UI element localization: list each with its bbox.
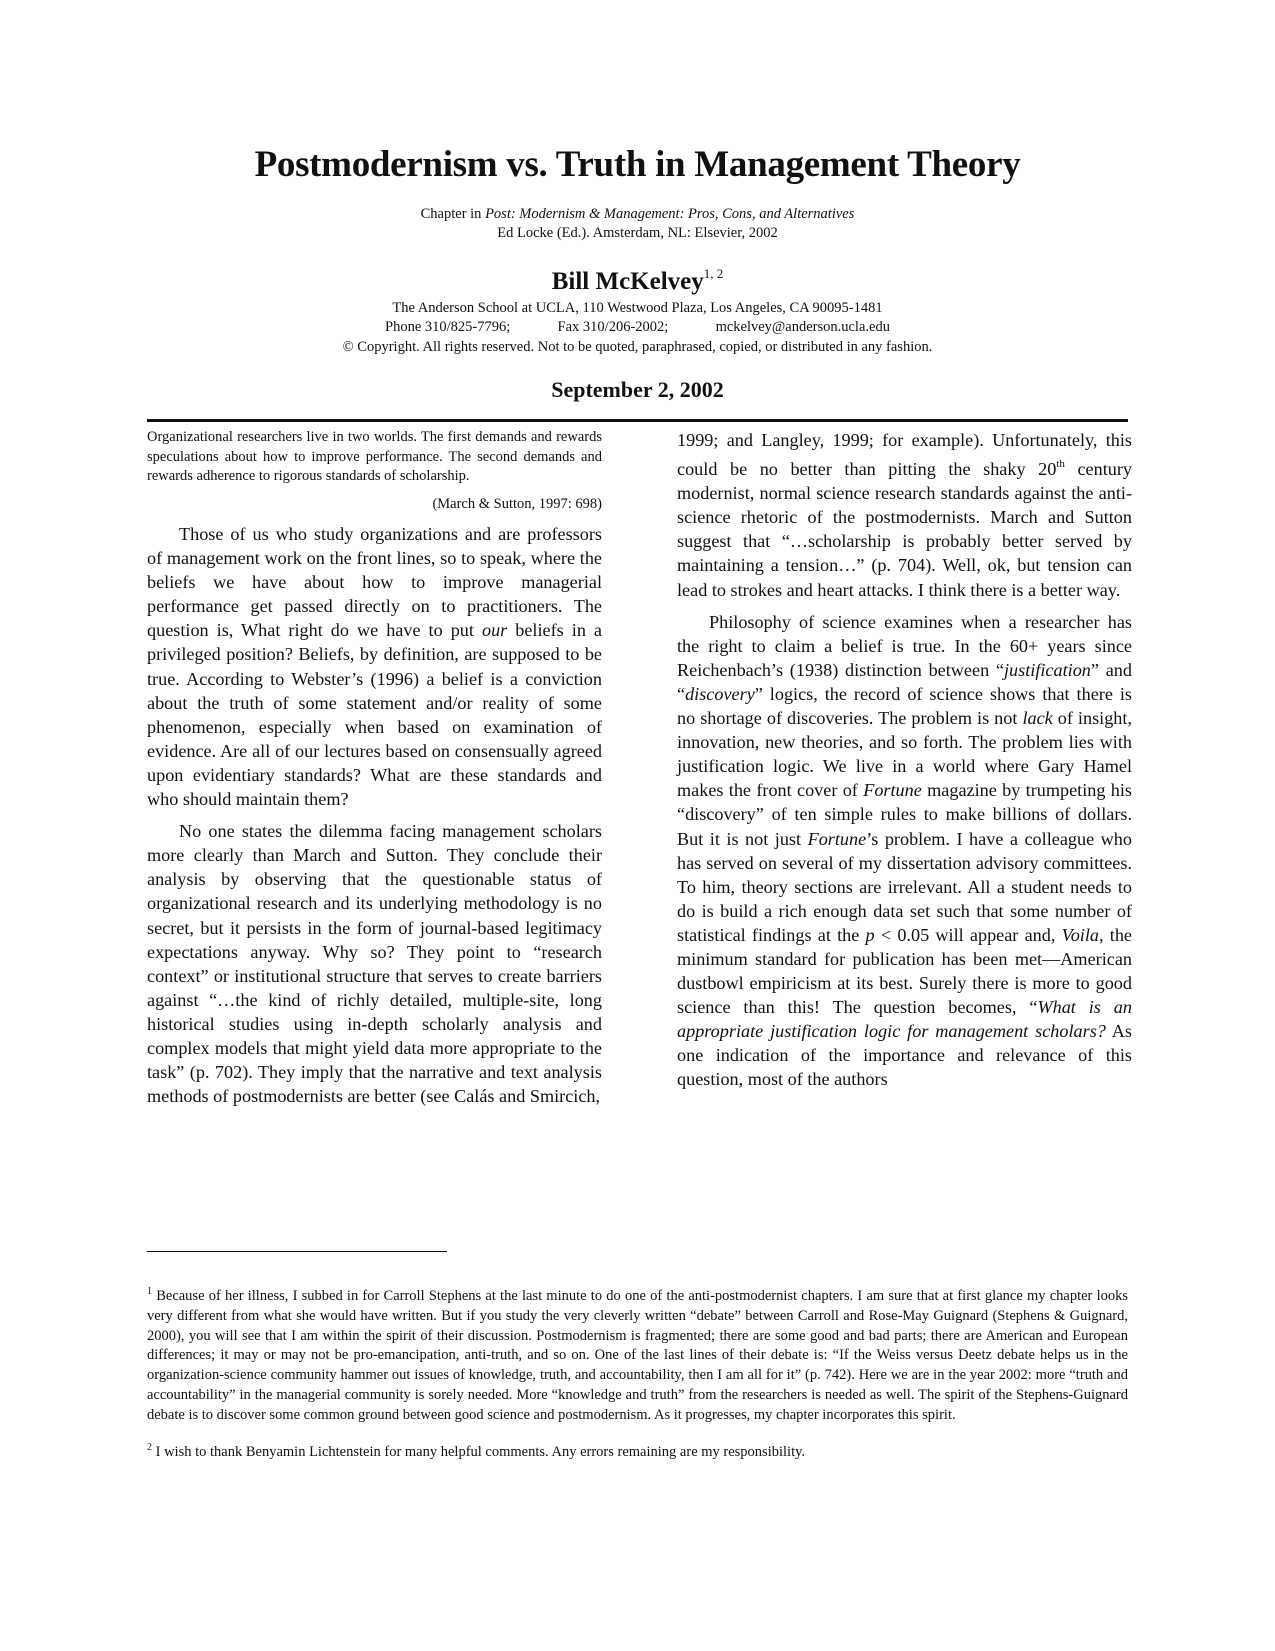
epigraph-citation: (March & Sutton, 1997: 698) <box>432 495 602 512</box>
body-paragraph <box>147 522 602 811</box>
emphasis: Fortune <box>807 828 867 849</box>
footnote-divider <box>147 1251 447 1252</box>
contact-line <box>0 318 1275 337</box>
footnote-1 <box>147 1282 1128 1426</box>
emphasis: Fortune <box>863 780 922 801</box>
footnote-mark: 1 <box>147 1286 152 1297</box>
paper-date: September 2, 2002 <box>551 377 724 402</box>
body-paragraph <box>677 428 1132 602</box>
footnote-2 <box>147 1438 1128 1463</box>
phone: Phone 310/825-7796; <box>385 319 511 335</box>
superscript: th <box>1056 458 1065 471</box>
text-run: < 0.05 will appear and, <box>874 924 1062 945</box>
text-run: 1999; and Langley, 1999; for example). Unfortunately, this could be no better than pitting the shaky 20 <box>677 430 1132 480</box>
email: mckelvey@anderson.ucla.edu <box>715 319 890 335</box>
emphasis: p <box>865 924 875 945</box>
author-name <box>0 266 1275 296</box>
body-paragraph: No one states the dilemma facing management scholars more clearly than March and Sutton. They conclude their analysis by observing that the questionable status of organizational research and its underlying methodology is no secret, but it persists in the form of journal-based legitimacy expectations anyway. Why so? They point to “research context” or institutional structure that serves to create barriers against “…the kind of richly detailed, multiple-site, long historical studies using in-depth scholarly analysis and complex models that might yield data more appropriate to the task” (p. 702). They imply that the narrative and text analysis methods of postmodernists are better (see Calás and Smircich, <box>147 821 602 1107</box>
right-column <box>677 428 1132 1100</box>
footnote-text: I wish to thank Benyamin Lichtenstein for many helpful comments. Any errors remaining are my responsibility. <box>152 1443 806 1460</box>
text-run: of insight, innovation, new theories, and so forth. The problem lies with justification logic. We live in a world where Gary Hamel makes the front cover of <box>677 708 1132 801</box>
text-run: Philosophy of science examines when a researcher has the right to claim a belief is true. In the 60+ years since Reichenbach’s (1938) distinction between “ <box>677 611 1132 680</box>
text-run: century modernist, normal science research standards against the anti-science rhetoric of the postmodernists. March and Sutton suggest that “…scholarship is probably better served by maintaining a tension…” (p. 704). Well, ok, but tension can lead to strokes and heart attacks. I think there is a better way. <box>677 459 1132 600</box>
author-label: Bill McKelvey <box>551 268 704 295</box>
left-column <box>147 428 602 1116</box>
copyright-notice: © Copyright. All rights reserved. Not to be quoted, paraphrased, copied, or distributed in any fashion. <box>342 339 933 355</box>
emphasis: lack <box>1022 708 1053 729</box>
footnote-mark: 2 <box>147 1441 152 1453</box>
body-paragraph <box>677 610 1132 1092</box>
text-run: ’s problem. I have a colleague who has served on several of my dissertation advisory committees. To him, theory sections are irrelevant. All a student needs to do is build a rich enough data set such that some number of statistical findings at the <box>677 828 1132 945</box>
text-run: , the minimum standard for publication has been met—American dustbowl empiricism at its best. Surely there is more to good science than this! The question becomes, “ <box>677 924 1132 1018</box>
chapter-prefix: Chapter in <box>420 206 486 222</box>
emphasis: discovery <box>685 683 755 704</box>
text-run: beliefs in a privileged position? Beliefs, by definition, are supposed to be true. According to Webster’s (1996) a belief is a conviction about the truth of some statement and/or reality of some phenomenon, especially when based on examination of evidence. Are all of our lectures based on consensually agreed upon evidentiary standards? What are these standards and who should maintain them? <box>147 620 602 810</box>
text-run: ” logics, the record of science shows that there is no shortage of discoveries. The problem is not <box>677 683 1132 729</box>
text-run: ” and “ <box>677 659 1132 704</box>
footnote-text: Because of her illness, I subbed in for Carroll Stephens at the last minute to do one of the anti-postmodernist chapters. I am sure that at first glance my chapter looks very different from what she would have written. But if you study the very cleverly written “debate” between Carroll and Rose-May Guignard (Stephens & Guignard, 2000), you will see that I am within the spirit of their discussion. Postmodernism is fragmented; there are some good and bad parts; there are American and European differences; it may or may not be pro-emancipation, anti-truth, and so on. One of the last lines of their debate is: “If the Weiss versus Deetz debate helps us in the organization-science community hammer out issues of knowledge, truth, and accountability, then I am all for it” (p. 742). Here we are in the year 2002: more “truth and accountability” in the managerial community is sorely needed. More “knowledge and truth” from the researchers is needed as well. The spirit of the Stephens-Guignard debate is to discover some common ground between good science and postmodernism. As it progresses, my chapter incorporates this spirit. <box>147 1288 1128 1423</box>
emphasis: What is an appropriate justification logic for management scholars? <box>677 997 1132 1042</box>
text-run: As one indication of the importance and relevance of this question, most of the authors <box>677 1021 1132 1090</box>
emphasis: Voila <box>1061 924 1099 945</box>
book-title: Post: Modernism & Management: Pros, Cons, and Alternatives <box>485 206 855 222</box>
emphasis: justification <box>1004 659 1091 680</box>
author-footnote-marks: 1, 2 <box>703 266 724 281</box>
text-run: Those of us who study organizations and are professors of management work on the front lines, so to speak, where the beliefs we have about how to improve managerial performance get passed directly on to practitioners. The question is, What right do we have to put <box>147 524 602 641</box>
emphasis: our <box>481 620 508 641</box>
text-run: magazine by trumpeting his “discovery” of ten simple rules to make billions of dollars. But it is not just <box>677 780 1133 849</box>
chapter-info <box>0 205 1275 224</box>
paper-title: Postmodernism vs. Truth in Management Theory <box>254 144 1021 185</box>
address: The Anderson School at UCLA, 110 Westwood Plaza, Los Angeles, CA 90095-1481 <box>392 300 883 316</box>
footnotes <box>147 1282 1128 1474</box>
fax: Fax 310/206-2002; <box>557 319 669 335</box>
epigraph-text: Organizational researchers live in two worlds. The first demands and rewards speculations about how to improve performance. The second demands and rewards adherence to rigorous standards of scholarship. <box>147 429 602 484</box>
editor-line: Ed Locke (Ed.). Amsterdam, NL: Elsevier, 2002 <box>497 225 778 241</box>
header-divider <box>147 419 1128 422</box>
